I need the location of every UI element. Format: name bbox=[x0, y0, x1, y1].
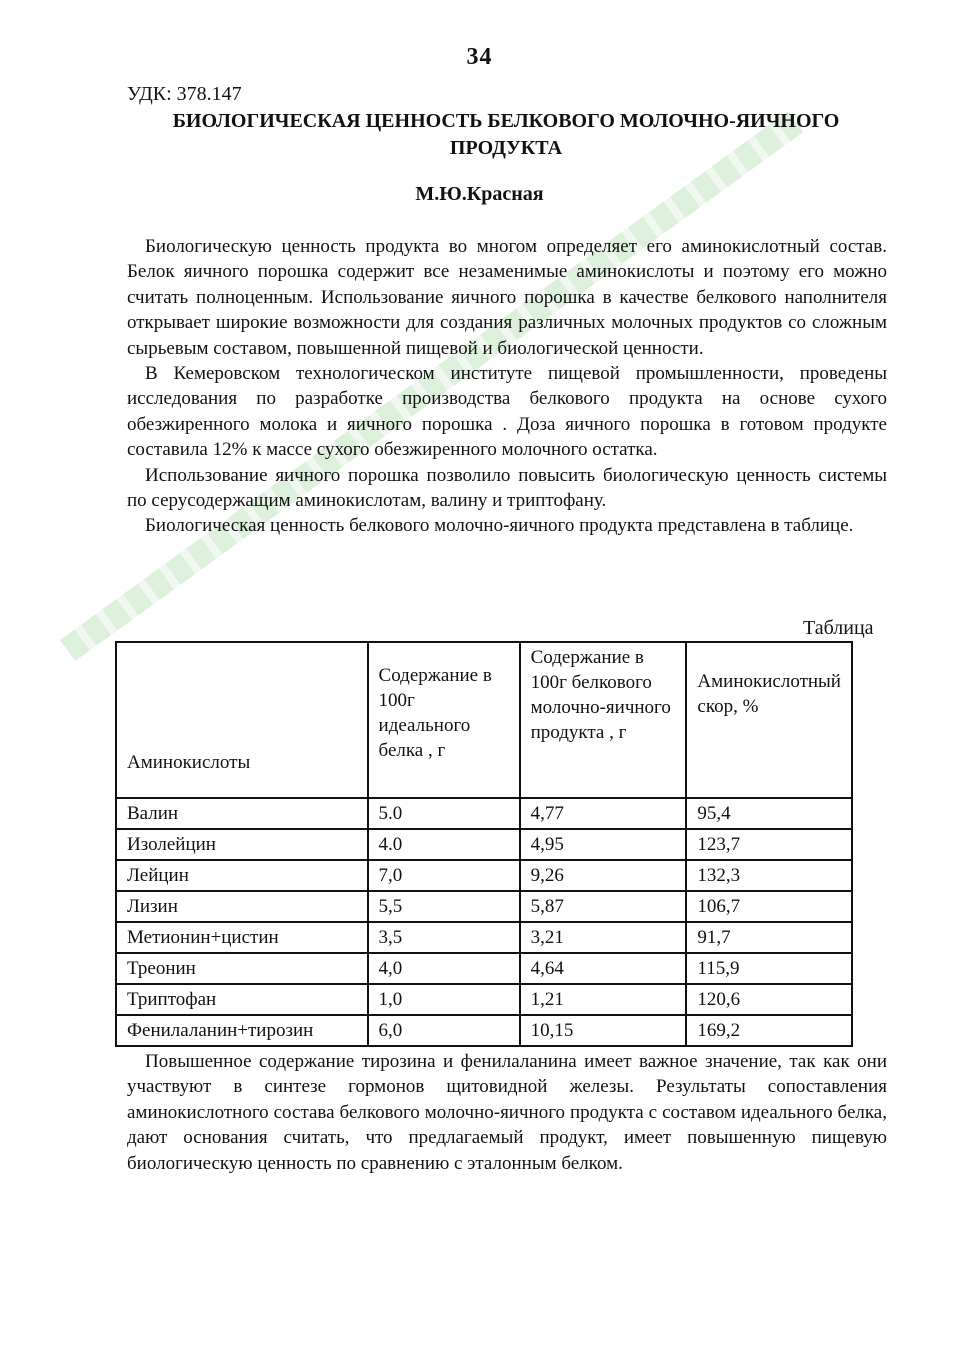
cell-amino-acid: Триптофан bbox=[116, 984, 368, 1015]
table-row bbox=[116, 891, 852, 922]
article-title: БИОЛОГИЧЕСКАЯ ЦЕННОСТЬ БЕЛКОВОГО МОЛОЧНО-ЯИЧНОГО ПРОДУКТА bbox=[172, 110, 840, 159]
paragraph: Биологическая ценность белкового молочно-яичного продукта представлена в таблице. bbox=[145, 515, 854, 537]
paragraph: В Кемеровском технологическом институте пищевой промышленности, проведены исследования по разработке производства белкового продукта на основе сухого обезжиренного молока и яичного порошка . Доза яичного порошка в готовом продукте составила 12% к массе сухого обезжиренного молочного остатка. bbox=[127, 363, 887, 461]
cell-product: 4,64 bbox=[520, 953, 687, 984]
cell-product: 5,87 bbox=[520, 891, 687, 922]
table-row bbox=[116, 953, 852, 984]
table-row bbox=[116, 984, 852, 1015]
header-product-content: Содержание в 100г белкового молочно-яичного продукта , г bbox=[520, 642, 687, 798]
cell-score: 115,9 bbox=[686, 953, 852, 984]
table-row bbox=[116, 1015, 852, 1046]
table-caption: Таблица bbox=[803, 617, 874, 639]
cell-product: 4,77 bbox=[520, 798, 687, 829]
cell-score: 91,7 bbox=[686, 922, 852, 953]
cell-score: 120,6 bbox=[686, 984, 852, 1015]
cell-score: 132,3 bbox=[686, 860, 852, 891]
cell-ideal: 5,5 bbox=[368, 891, 520, 922]
cell-amino-acid: Лейцин bbox=[116, 860, 368, 891]
cell-product: 9,26 bbox=[520, 860, 687, 891]
table-header-row bbox=[116, 642, 852, 798]
cell-product: 10,15 bbox=[520, 1015, 687, 1046]
cell-score: 123,7 bbox=[686, 829, 852, 860]
cell-ideal: 1,0 bbox=[368, 984, 520, 1015]
cell-score: 169,2 bbox=[686, 1015, 852, 1046]
table-row bbox=[116, 922, 852, 953]
header-ideal-protein: Содержание в 100г идеального белка , г bbox=[368, 642, 520, 798]
article-author: М.Ю.Красная bbox=[415, 183, 544, 205]
amino-acid-table bbox=[115, 641, 853, 1047]
cell-product: 4,95 bbox=[520, 829, 687, 860]
cell-ideal: 3,5 bbox=[368, 922, 520, 953]
cell-ideal: 5.0 bbox=[368, 798, 520, 829]
cell-ideal: 6,0 bbox=[368, 1015, 520, 1046]
cell-amino-acid: Изолейцин bbox=[116, 829, 368, 860]
table-row bbox=[116, 798, 852, 829]
outro-text bbox=[127, 1049, 887, 1176]
cell-score: 95,4 bbox=[686, 798, 852, 829]
cell-product: 3,21 bbox=[520, 922, 687, 953]
cell-ideal: 4.0 bbox=[368, 829, 520, 860]
table-row bbox=[116, 860, 852, 891]
cell-ideal: 4,0 bbox=[368, 953, 520, 984]
cell-amino-acid: Лизин bbox=[116, 891, 368, 922]
header-amino-score: Аминокислотный скор, % bbox=[686, 642, 852, 798]
page-number: 34 bbox=[466, 44, 493, 70]
udk-code: УДК: 378.147 bbox=[127, 83, 242, 105]
table-row bbox=[116, 829, 852, 860]
cell-amino-acid: Валин bbox=[116, 798, 368, 829]
paragraph: Использование яичного порошка позволило повысить биологическую ценность системы по серусодержащим аминокислотам, валину и триптофану. bbox=[127, 464, 887, 512]
header-amino-acids: Аминокислоты bbox=[116, 642, 368, 798]
cell-score: 106,7 bbox=[686, 891, 852, 922]
intro-text bbox=[127, 234, 887, 539]
paragraph: Биологическую ценность продукта во многом определяет его аминокислотный состав. Белок яичного порошка содержит все незаменимые аминокислоты и поэтому его можно считать полноценным. Использование яичного порошка в качестве белкового наполнителя открывает широкие возможности для создания различных молочных продуктов со сложным сырьевым составом, повышенной пищевой и биологической ценности. bbox=[127, 236, 887, 359]
cell-ideal: 7,0 bbox=[368, 860, 520, 891]
cell-amino-acid: Фенилаланин+тирозин bbox=[116, 1015, 368, 1046]
cell-amino-acid: Метионин+цистин bbox=[116, 922, 368, 953]
cell-product: 1,21 bbox=[520, 984, 687, 1015]
paragraph: Повышенное содержание тирозина и фенилаланина имеет важное значение, так как они участвуют в синтезе гормонов щитовидной железы. Результаты сопоставления аминокислотного состава белкового молочно-яичного продукта с составом идеального белка, дают основания считать, что предлагаемый продукт, имеет повышенную пищевую биологическую ценность по сравнению с эталонным белком. bbox=[127, 1051, 887, 1174]
cell-amino-acid: Треонин bbox=[116, 953, 368, 984]
